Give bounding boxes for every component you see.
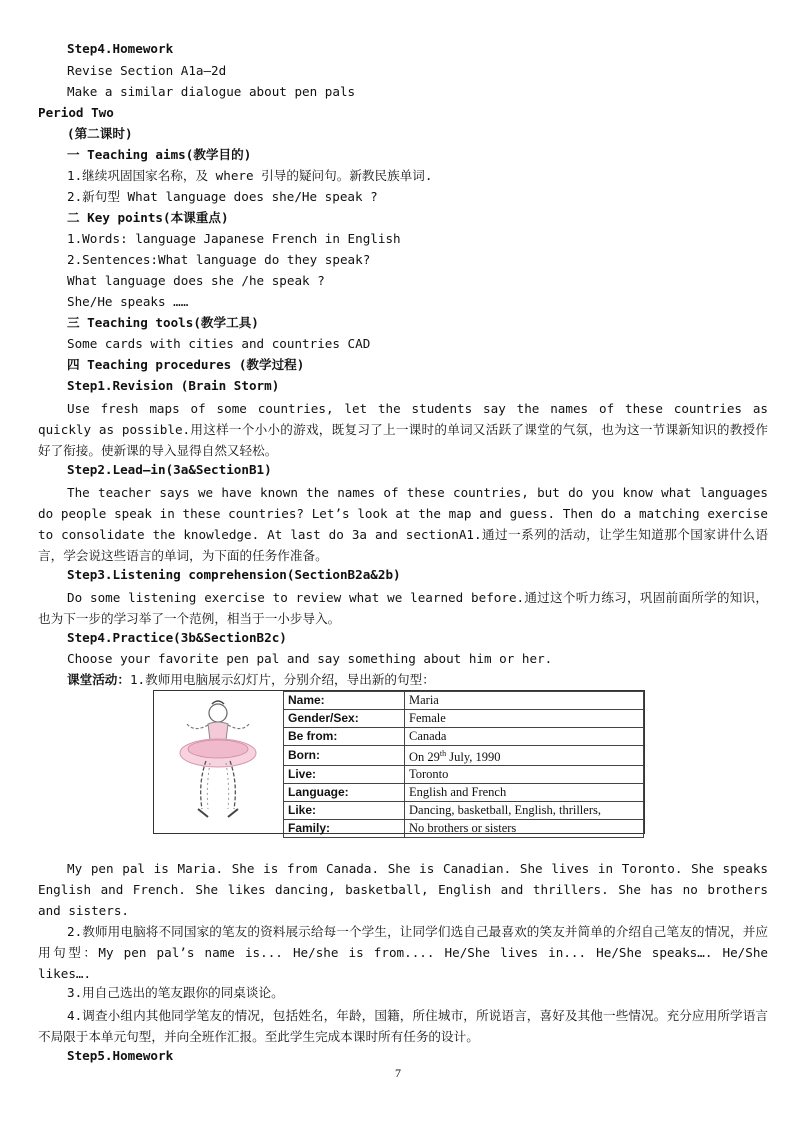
table-row [284, 728, 644, 746]
period-two-heading: Period Two [38, 105, 114, 120]
row-label: Born: [284, 746, 405, 766]
row-value: Canada [405, 728, 644, 746]
row-value [405, 746, 644, 766]
aims-heading: 一 Teaching aims(教学目的) [67, 147, 252, 162]
row-label: Live: [284, 766, 405, 784]
step1-paragraph: Use fresh maps of some countries, let the students say the names of these countries as quickly as possible.用这样一个小小的游戏，既复习了上一课时的单词又活跃了课堂的气氛，也为这一节课新知识的教授作好了衔接。使新课的导入显得自然又轻松。 [38, 401, 768, 458]
step4-homework-heading: Step4.Homework [67, 41, 174, 56]
key-point-1: 1.Words: language Japanese French in English [67, 231, 401, 246]
tools-heading: 三 Teaching tools(教学工具) [67, 315, 259, 330]
key-points-heading: 二 Key points(本课重点) [67, 210, 229, 225]
step4-paragraph: Choose your favorite pen pal and say something about him or her. [67, 651, 553, 666]
row-label: Be from: [284, 728, 405, 746]
table-row [284, 746, 644, 766]
step4-practice-heading: Step4.Practice(3b&SectionB2c) [67, 630, 287, 645]
step1-heading: Step1.Revision (Brain Storm) [67, 378, 280, 393]
row-value: Dancing, basketball, English, thrillers, [405, 802, 644, 820]
key-point-4: She/He speaks …… [67, 294, 189, 309]
table-row [284, 784, 644, 802]
pen-pal-info-table [283, 691, 644, 838]
maria-paragraph: My pen pal is Maria. She is from Canada. She is Canadian. She lives in Toronto. She speaks English and French. She likes dancing, basketball, English and thrillers. She has no brothers and sisters. [38, 861, 768, 918]
step3-heading: Step3.Listening comprehension(SectionB2a&2b) [67, 567, 401, 582]
activity-4: 4.调查小组内其他同学笔友的情况，包括姓名，年龄，国籍，所住城市，所说语言，喜好及其他一些情况。充分应用所学语言不局限于本单元句型，并向全班作汇报。至此学生完成本课时所有任务的设计。 [38, 1008, 768, 1044]
activity-1 [67, 671, 435, 689]
table-row [284, 710, 644, 728]
row-value: Maria [405, 692, 644, 710]
step3-paragraph: Do some listening exercise to review what we learned before.通过这个听力练习，巩固前面所学的知识，也为下一步的学习举了一个范例，相当于一小步导入。 [38, 590, 768, 626]
activity-3: 3.用自己选出的笔友跟你的同桌谈论。 [67, 985, 284, 1000]
table-row [284, 820, 644, 838]
born-pre: On 29 [409, 750, 440, 765]
pen-pal-profile-card [153, 690, 645, 834]
row-label: Family: [284, 820, 405, 838]
aim-1: 1.继续巩固国家名称，及 where 引导的疑问句。新教民族单词. [67, 168, 433, 183]
step5-heading: Step5.Homework [67, 1048, 174, 1063]
activity-1-text: 1.教师用电脑展示幻灯片，分别介绍，导出新的句型： [129, 672, 435, 687]
row-label: Gender/Sex: [284, 710, 405, 728]
step2-heading: Step2.Lead—in(3a&SectionB1) [67, 462, 272, 477]
key-point-2: 2.Sentences:What language do they speak? [67, 252, 371, 267]
activity-label: 课堂活动： [67, 672, 130, 687]
born-post: July, 1990 [446, 750, 501, 765]
ballerina-illustration [154, 691, 282, 833]
key-point-3: What language does she /he speak ? [67, 273, 325, 288]
row-value: Female [405, 710, 644, 728]
row-label: Language: [284, 784, 405, 802]
aim-2: 2.新句型 What language does she/He speak ? [67, 189, 378, 204]
revise-line: Revise Section A1a—2d [67, 63, 227, 78]
row-value: No brothers or sisters [405, 820, 644, 838]
row-value: Toronto [405, 766, 644, 784]
dialogue-line: Make a similar dialogue about pen pals [67, 84, 356, 99]
page-number: 7 [395, 1066, 401, 1080]
step2-paragraph: The teacher says we have known the names of these countries, but do you know what languages do people speak in these countries? Let’s look at the map and guess. Then do a matching exercise to consolidate the knowledge. At last do 3a and sectionA1.通过一系列的活动，让学生知道那个国家讲什么语言，学会说这些语言的单词，为下面的任务作准备。 [38, 485, 768, 563]
row-label: Like: [284, 802, 405, 820]
table-row [284, 802, 644, 820]
table-row [284, 766, 644, 784]
tools-line: Some cards with cities and countries CAD [67, 336, 371, 351]
procedures-heading: 四 Teaching procedures (教学过程) [67, 357, 305, 372]
table-row [284, 692, 644, 710]
activity-2: 2.教师用电脑将不同国家的笔友的资料展示给每一个学生，让同学们选自己最喜欢的笑友并简单的介绍自己笔友的情况，并应用句型：My pen pal’s name is... He/she is from.... He/She lives in... He/She speaks…. He/She likes…. [38, 924, 768, 981]
row-label: Name: [284, 692, 405, 710]
born-sup: th [439, 749, 447, 758]
row-value: English and French [405, 784, 644, 802]
second-lesson-label: (第二课时) [67, 126, 133, 141]
